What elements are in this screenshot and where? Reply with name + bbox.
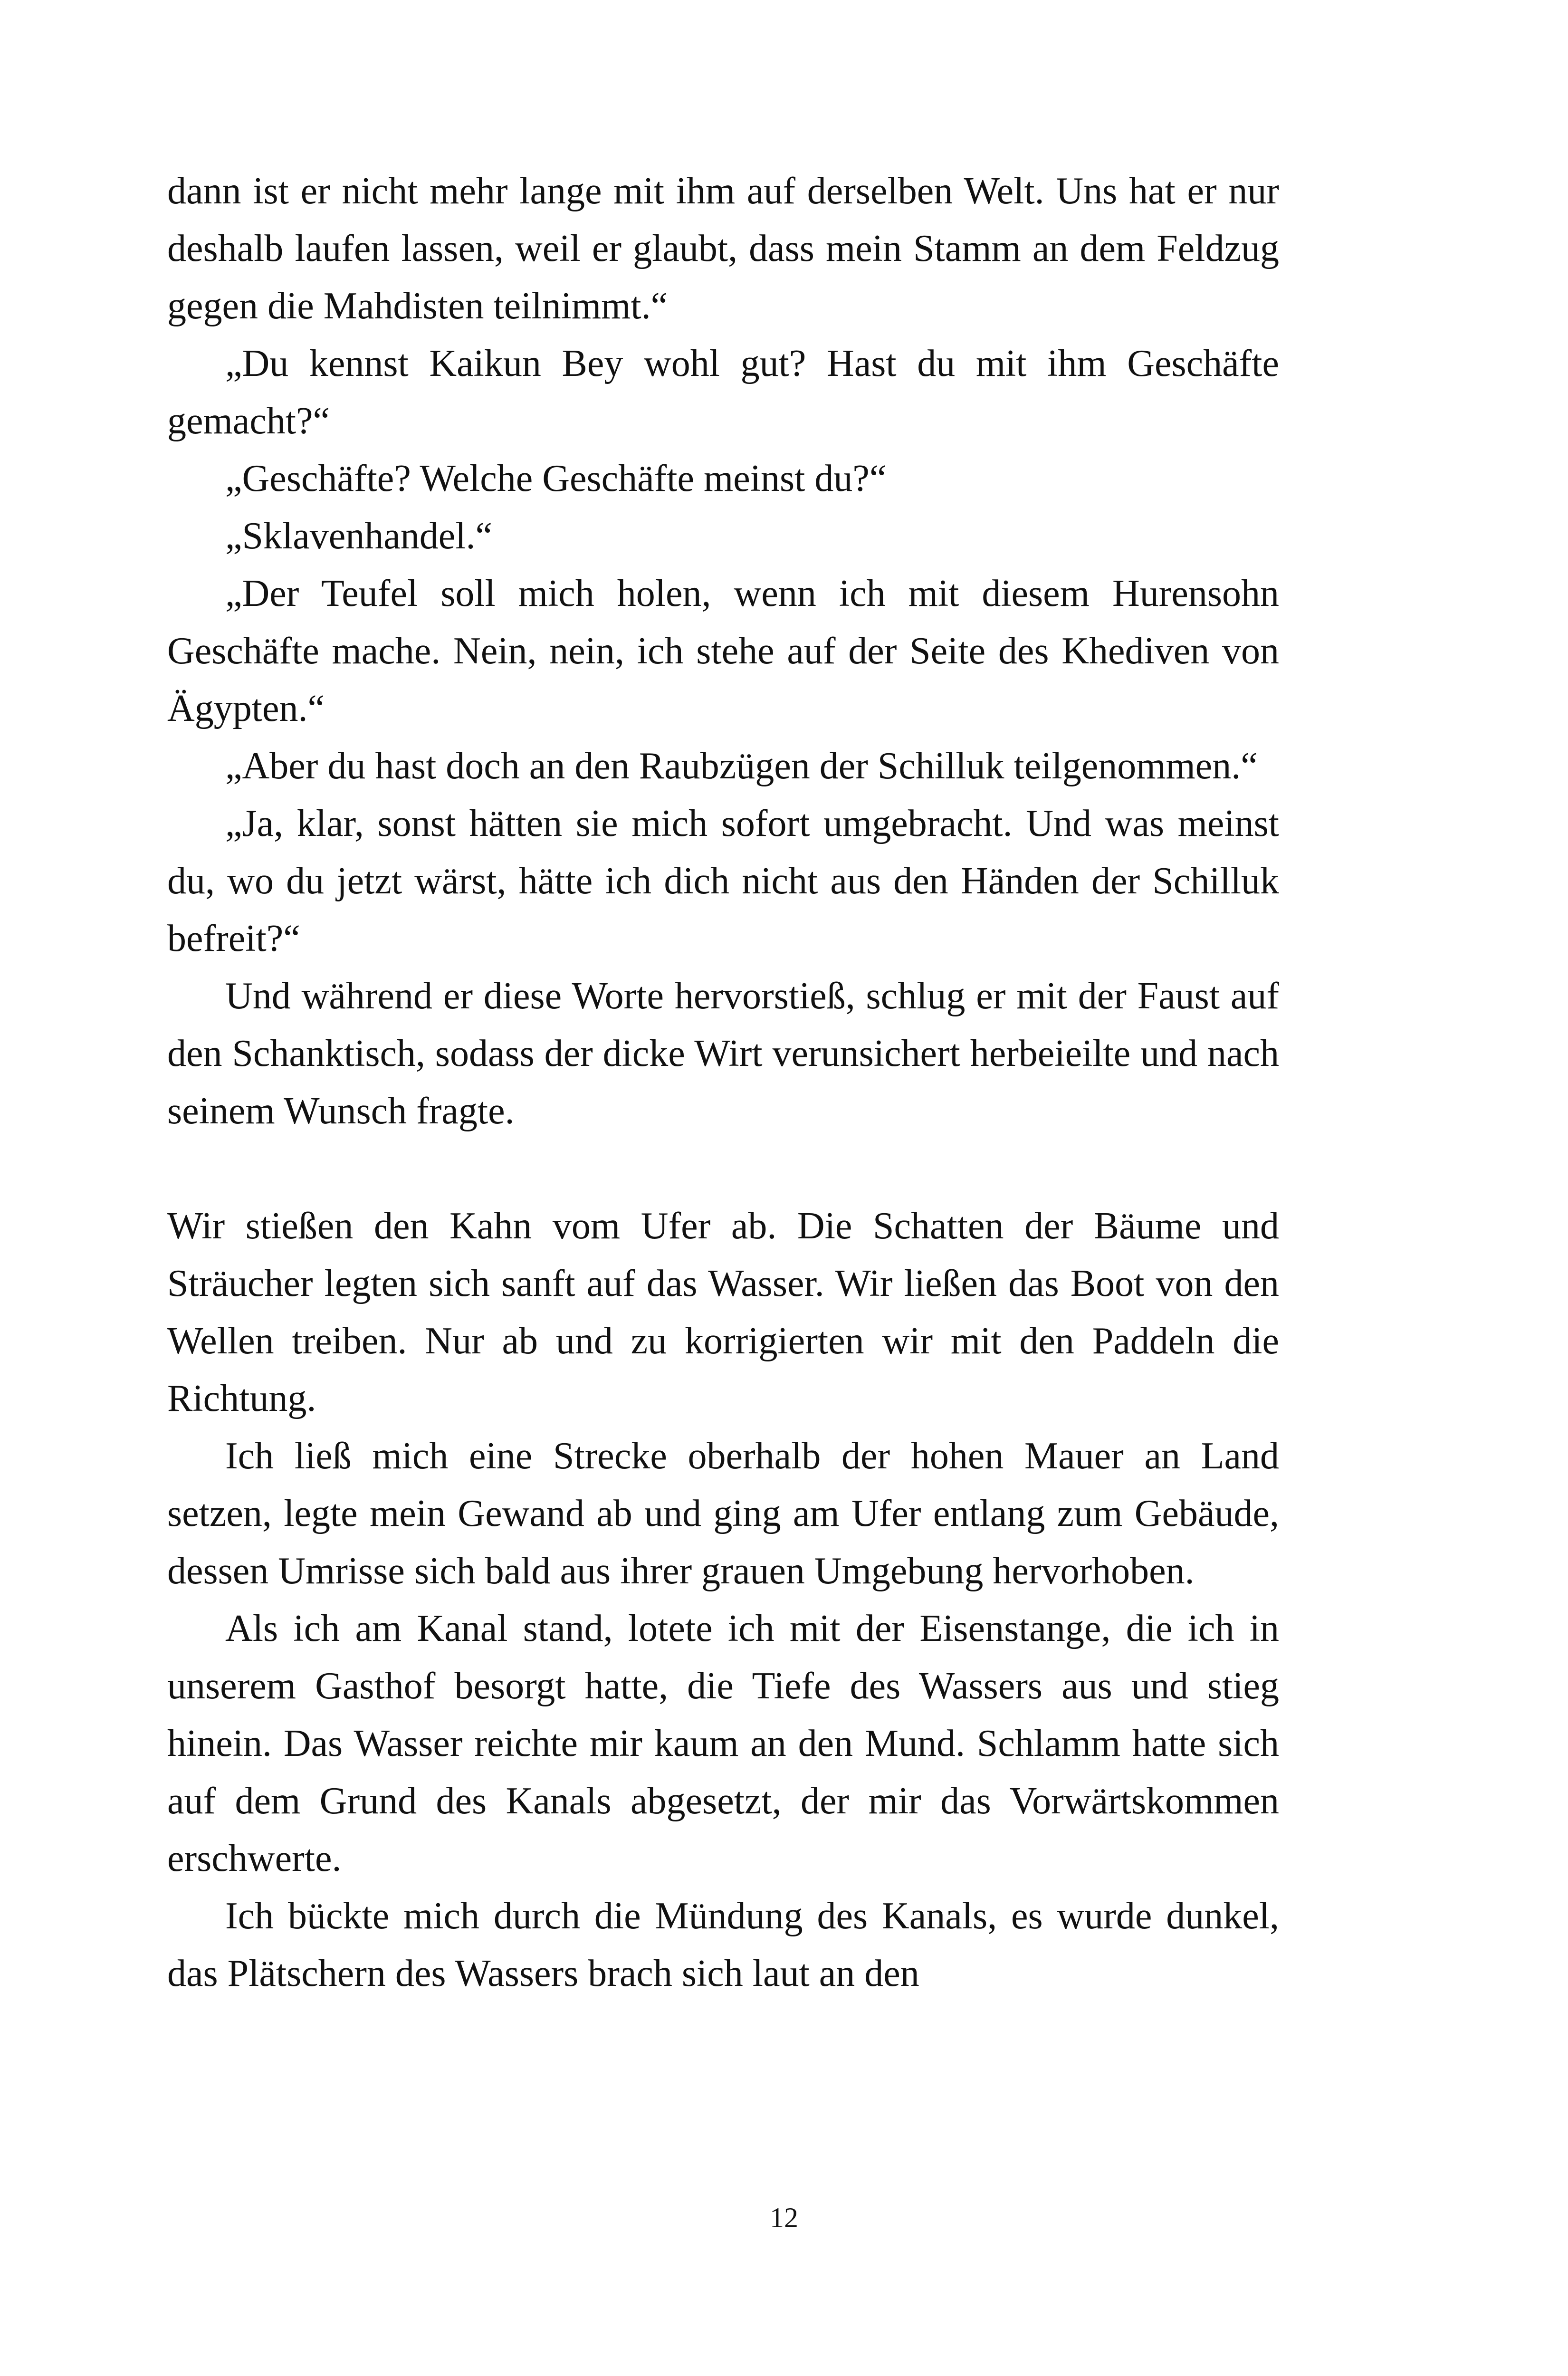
paragraph-narrative: Als ich am Kanal stand, lotete ich mit der Eisenstange, die ich in unserem Gasthof besorgt hatte, die Tiefe des Wassers aus und stieg hinein. Das Wasser reichte mir kaum an den Mund. Schlamm hatte sich auf dem Grund des Kanals abgesetzt, der mir das Vorwärtskommen erschwerte. [167,1608,1279,1879]
section-break [167,1140,1279,1198]
paragraph-dialogue: „Geschäfte? Welche Geschäfte meinst du?“ [225,458,887,499]
paragraph-continued: dann ist er nicht mehr lange mit ihm auf derselben Welt. Uns hat er nur deshalb laufen lassen, weil er glaubt, dass mein Stamm an dem Feldzug gegen die Mahdisten teilnimmt.“ [167,170,1279,327]
paragraph-dialogue: „Aber du hast doch an den Raubzügen der Schilluk teilgenommen.“ [225,745,1258,787]
paragraph-dialogue: „Du kennst Kaikun Bey wohl gut? Hast du mit ihm Geschäfte gemacht?“ [167,343,1279,442]
page-body [167,163,1279,2002]
paragraph-dialogue: „Sklavenhandel.“ [225,515,492,557]
paragraph-narrative-continues: Ich bückte mich durch die Mündung des Kanals, es wurde dunkel, das Plätschern des Wassers brach sich laut an den [167,1895,1279,1994]
paragraph-dialogue: „Ja, klar, sonst hätten sie mich sofort umgebracht. Und was meinst du, wo du jetzt wärst, hätte ich dich nicht aus den Händen der Schilluk befreit?“ [167,803,1279,959]
page-number: 12 [770,2202,798,2233]
paragraph-dialogue: „Der Teufel soll mich holen, wenn ich mit diesem Hurensohn Geschäfte mache. Nein, nein, ich stehe auf der Seite des Khediven von Ägypten.“ [167,573,1279,729]
paragraph-narrative: Und während er diese Worte hervorstieß, schlug er mit der Faust auf den Schanktisch, sodass der dicke Wirt verunsichert herbeieilte und nach seinem Wunsch fragte. [167,975,1279,1132]
paragraph-narrative: Ich ließ mich eine Strecke oberhalb der hohen Mauer an Land setzen, legte mein Gewand ab und ging am Ufer entlang zum Gebäude, dessen Umrisse sich bald aus ihrer grauen Umgebung hervorhoben. [167,1435,1279,1592]
paragraph-section-start: Wir stießen den Kahn vom Ufer ab. Die Schatten der Bäume und Sträucher legten sich sanft auf das Wasser. Wir ließen das Boot von den Wellen treiben. Nur ab und zu korrigierten wir mit den Paddeln die Richtung. [167,1205,1279,1419]
